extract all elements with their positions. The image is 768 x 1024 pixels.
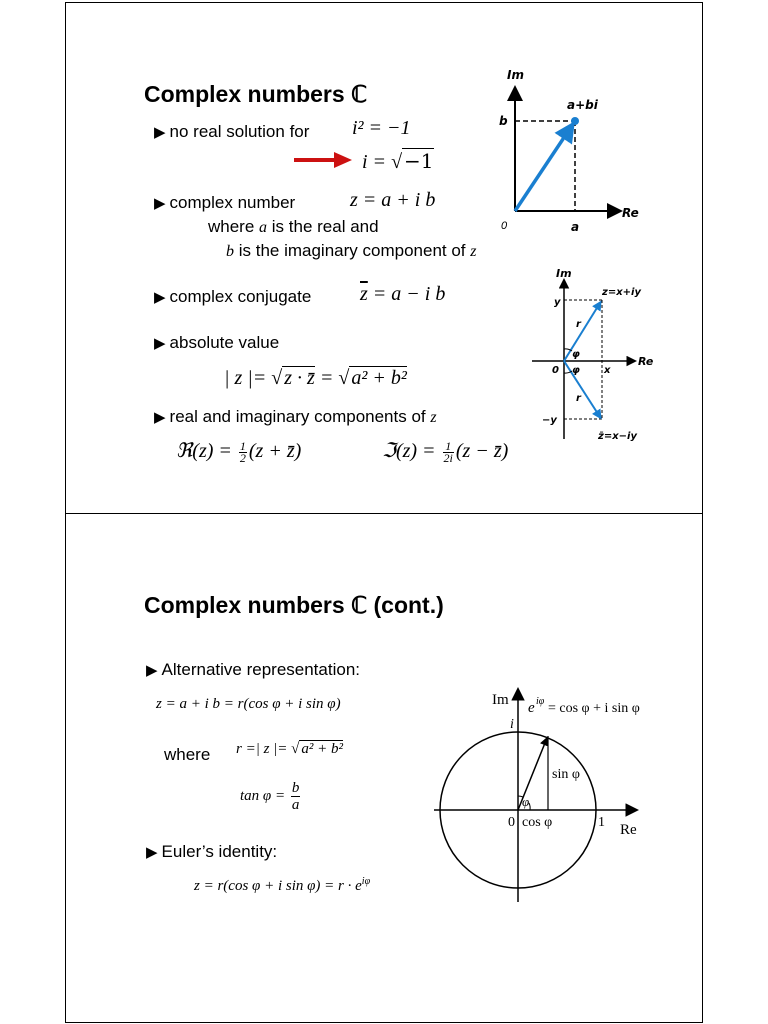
bullet-triangle-icon: ▶ bbox=[154, 124, 166, 141]
imaginary-component-line: b is the imaginary component of z bbox=[226, 241, 477, 260]
equation-polar-form: z = a + i b = r(cos φ + i sin φ) bbox=[156, 696, 341, 712]
equation-real-part: ℜ(z) = $\frac{1}{2}$ (z + z̄) bbox=[176, 438, 302, 465]
equation-i-sqrt: i = √ −1 bbox=[362, 149, 434, 173]
bullet-no-real-solution: ▶ no real solution for bbox=[154, 122, 310, 141]
equation-euler: z = r(cos φ + i $\sin \varphi) = r \cdot e^{i\varphi}$ bbox=[194, 876, 371, 894]
svg-text:1: 1 bbox=[598, 815, 605, 830]
bullet-triangle-icon: ▶ bbox=[154, 289, 166, 306]
equation-modulus: r =| z |= √ a² + b² bbox=[236, 741, 344, 757]
svg-text:0: 0 bbox=[552, 365, 559, 376]
point-label: a+bi bbox=[567, 98, 598, 112]
where-label: where bbox=[164, 745, 211, 764]
bullet-complex-conjugate: ▶ complex conjugate bbox=[154, 287, 312, 306]
svg-text:r: r bbox=[576, 393, 581, 404]
svg-text:0: 0 bbox=[508, 815, 515, 830]
bullet-triangle-icon: ▶ bbox=[146, 844, 158, 861]
svg-text:i: i bbox=[510, 717, 514, 732]
bullet-alternative-representation: ▶ Alternative representation: bbox=[146, 660, 360, 679]
svg-text:iφ: iφ bbox=[536, 696, 545, 707]
bullet-triangle-icon: ▶ bbox=[146, 662, 158, 679]
svg-text:Im: Im bbox=[556, 267, 572, 280]
a-label: a bbox=[571, 220, 580, 234]
complex-plane-figure bbox=[491, 61, 651, 239]
svg-text:y: y bbox=[554, 297, 561, 308]
svg-text:Im: Im bbox=[492, 692, 509, 708]
slide-2 bbox=[65, 513, 703, 1023]
bullet-triangle-icon: ▶ bbox=[154, 195, 166, 212]
re-label: Re bbox=[622, 206, 639, 220]
origin-label: 0 bbox=[501, 220, 508, 232]
bullet-real-imag-components: ▶ real and imaginary components of z bbox=[154, 407, 437, 426]
equation-z-def: z = a + i b bbox=[350, 189, 436, 211]
svg-text:z=x+iy: z=x+iy bbox=[602, 287, 641, 298]
bullet-euler-identity: ▶ Euler’s identity: bbox=[146, 842, 278, 861]
equation-conjugate: $\overline{z} = a - i$ b bbox=[360, 283, 446, 305]
b-label: b bbox=[499, 114, 508, 128]
equation-absolute-value: | z |= √ z · z̄ = √ a² + b² bbox=[224, 367, 407, 389]
bullet-triangle-icon: ▶ bbox=[154, 335, 166, 352]
svg-text:x: x bbox=[604, 365, 611, 376]
svg-text:z̄=x−iy: z̄=x−iy bbox=[598, 431, 637, 442]
slide-1 bbox=[65, 2, 703, 514]
real-component-line: where a is the real and bbox=[208, 217, 379, 236]
equation-i-squared: i² = −1 bbox=[352, 117, 411, 139]
bullet-triangle-icon: ▶ bbox=[154, 409, 166, 426]
svg-text:sin φ: sin φ bbox=[552, 767, 580, 782]
equation-tan-phi: tan φ = $\frac{b}{a}$ bbox=[240, 780, 300, 813]
equation-imag-part: ℑ(z) = $\frac{1}{2i}$ (z − z̄) bbox=[382, 438, 509, 465]
slide-1-title: Complex numbers ℂ bbox=[144, 81, 368, 107]
svg-text:Re: Re bbox=[638, 355, 654, 368]
svg-text:e: e bbox=[528, 700, 535, 716]
svg-text:= cos φ + i sin φ: = cos φ + i sin φ bbox=[548, 701, 640, 716]
svg-text:cos φ: cos φ bbox=[522, 815, 553, 830]
bullet-complex-number: ▶ complex number bbox=[154, 193, 296, 212]
svg-text:r: r bbox=[576, 319, 581, 330]
unit-circle-figure bbox=[430, 680, 670, 908]
vector-arrow bbox=[515, 127, 571, 211]
svg-text:Re: Re bbox=[620, 822, 637, 838]
red-arrow-icon bbox=[292, 149, 354, 171]
svg-text:φ: φ bbox=[522, 794, 530, 809]
svg-text:φ: φ bbox=[572, 365, 580, 376]
svg-text:−y: −y bbox=[542, 415, 557, 426]
conjugate-figure bbox=[528, 265, 668, 445]
slide-2-title: Complex numbers ℂ (cont.) bbox=[144, 592, 444, 618]
bullet-absolute-value: ▶ absolute value bbox=[154, 333, 280, 352]
im-label: Im bbox=[507, 68, 524, 82]
svg-text:φ: φ bbox=[572, 349, 580, 360]
